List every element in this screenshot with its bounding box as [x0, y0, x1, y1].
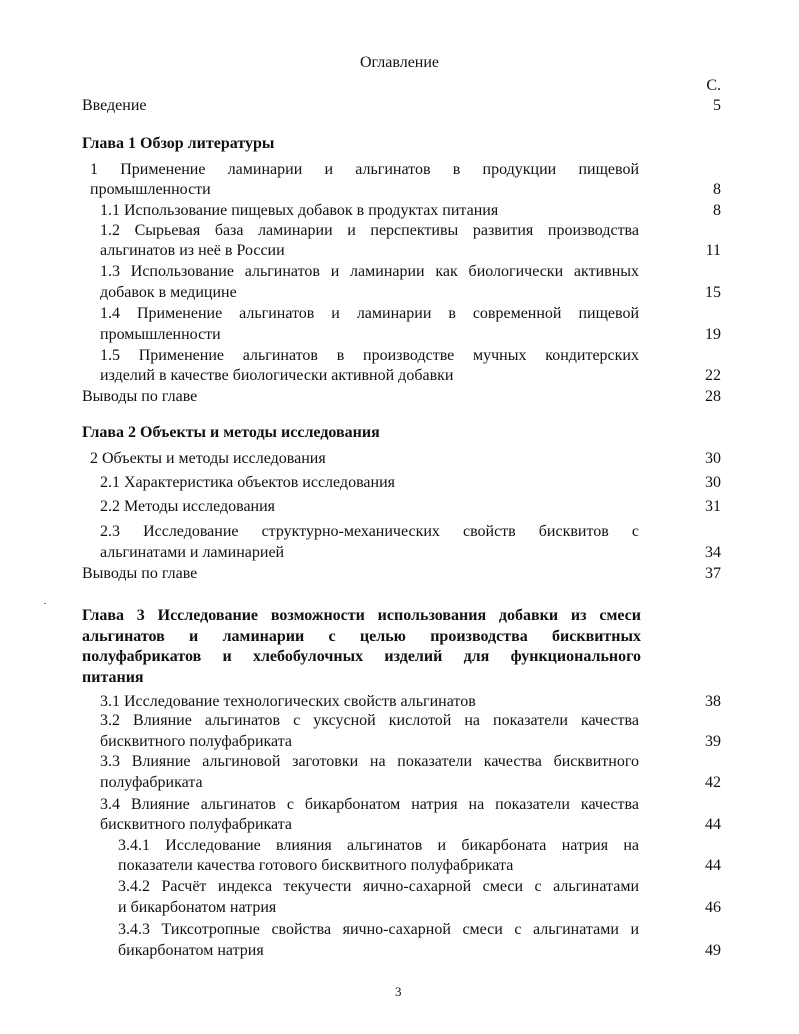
chapter-3-heading-line3: полуфабрикатов и хлебобулочных изделий для функционального: [82, 648, 641, 665]
toc-page-3-2: 39: [705, 733, 721, 750]
toc-entry-3-4-line1: 3.4 Влияние альгинатов с бикарбонатом натрия на показатели качества: [100, 796, 639, 813]
toc-page-ch2-conclusions: 37: [705, 565, 721, 582]
toc-entry-3-4-3-line1: 3.4.3 Тиксотропные свойства яично-сахарной смеси с альгинатами и: [118, 921, 639, 938]
toc-entry-1-3-line1: 1.3 Использование альгинатов и ламинарии как биологически активных: [100, 263, 639, 280]
toc-entry-1-4-line1: 1.4 Применение альгинатов и ламинарии в современной пищевой: [100, 305, 639, 322]
toc-page-1-2: 11: [705, 242, 721, 259]
toc-entry-1-2-line2: альгинатов из неё в России: [100, 242, 285, 259]
toc-entry-3-2-line2: бисквитного полуфабриката: [100, 733, 293, 750]
toc-entry-2: 2 Объекты и методы исследования: [90, 450, 326, 467]
toc-page-intro: 5: [713, 97, 721, 114]
toc-page-2-3: 34: [705, 544, 721, 561]
toc-entry-1-1: 1.1 Использование пищевых добавок в продуктах питания: [100, 202, 499, 219]
toc-page-3-4-1: 44: [705, 857, 721, 874]
chapter-1-heading: Глава 1 Обзор литературы: [82, 135, 275, 152]
toc-page-3-4-2: 46: [705, 899, 721, 916]
toc-entry-1-line1: 1 Применение ламинарии и альгинатов в продукции пищевой: [90, 161, 639, 178]
toc-entry-3-4-2-line1: 3.4.2 Расчёт индекса текучести яично-сахарной смеси с альгинатами: [118, 878, 639, 895]
toc-entry-2-2: 2.2 Методы исследования: [100, 498, 276, 515]
page-title: Оглавление: [359, 54, 440, 71]
toc-page-1-5: 22: [705, 367, 721, 384]
toc-page-1: 8: [713, 181, 721, 198]
toc-entry-ch2-conclusions: Выводы по главе: [82, 565, 198, 582]
toc-entry-1-line2: промышленности: [90, 181, 211, 198]
toc-entry-3-4-line2: бисквитного полуфабриката: [100, 816, 293, 833]
toc-entry-3-2-line1: 3.2 Влияние альгинатов с уксусной кислотой на показатели качества: [100, 712, 639, 729]
toc-page-3-1: 38: [705, 693, 721, 710]
toc-entry-3-4-3-line2: бикарбонатом натрия: [118, 942, 264, 959]
toc-entry-intro: Введение: [82, 97, 147, 114]
toc-page-1-1: 8: [713, 202, 721, 219]
toc-entry-3-4-1-line2: показатели качества готового бисквитного полуфабриката: [118, 857, 514, 874]
chapter-2-heading: Глава 2 Объекты и методы исследования: [82, 424, 380, 441]
toc-page-2-1: 30: [705, 474, 721, 491]
scan-artifact: [44, 603, 46, 604]
page-number: 3: [395, 984, 402, 999]
toc-page-3-3: 42: [705, 774, 721, 791]
chapter-3-heading-line2: альгинатов и ламинарии с целью производства бисквитных: [82, 628, 641, 645]
toc-page-1-4: 19: [705, 326, 721, 343]
page-column-header: С.: [706, 77, 721, 94]
toc-entry-ch1-conclusions: Выводы по главе: [82, 388, 198, 405]
toc-page-1-3: 15: [705, 284, 721, 301]
toc-entry-1-5-line1: 1.5 Применение альгинатов в производстве мучных кондитерских: [100, 347, 639, 364]
toc-page-2-2: 31: [705, 498, 721, 515]
toc-entry-1-5-line2: изделий в качестве биологически активной добавки: [100, 367, 454, 384]
chapter-3-heading-line1: Глава 3 Исследование возможности использования добавки из смеси: [82, 607, 641, 624]
toc-entry-3-1: 3.1 Исследование технологических свойств альгинатов: [100, 693, 476, 710]
toc-entry-2-3-line1: 2.3 Исследование структурно-механических свойств бисквитов с: [100, 523, 639, 540]
toc-entry-3-4-2-line2: и бикарбонатом натрия: [118, 899, 277, 916]
toc-entry-2-1: 2.1 Характеристика объектов исследования: [100, 474, 395, 491]
toc-entry-1-3-line2: добавок в медицине: [100, 284, 237, 301]
toc-entry-1-4-line2: промышленности: [100, 326, 221, 343]
toc-page-ch1-conclusions: 28: [705, 388, 721, 405]
toc-entry-3-3-line1: 3.3 Влияние альгиновой заготовки на показатели качества бисквитного: [100, 753, 639, 770]
toc-entry-2-3-line2: альгинатами и ламинарией: [100, 544, 285, 561]
chapter-3-heading-line4: питания: [82, 669, 144, 686]
toc-page-2: 30: [705, 450, 721, 467]
toc-page-3-4-3: 49: [705, 942, 721, 959]
toc-entry-3-3-line2: полуфабриката: [100, 774, 203, 791]
toc-page-3-4: 44: [705, 816, 721, 833]
toc-entry-1-2-line1: 1.2 Сырьевая база ламинарии и перспективы развития производства: [100, 222, 639, 239]
toc-entry-3-4-1-line1: 3.4.1 Исследование влияния альгинатов и бикарбоната натрия на: [118, 837, 639, 854]
